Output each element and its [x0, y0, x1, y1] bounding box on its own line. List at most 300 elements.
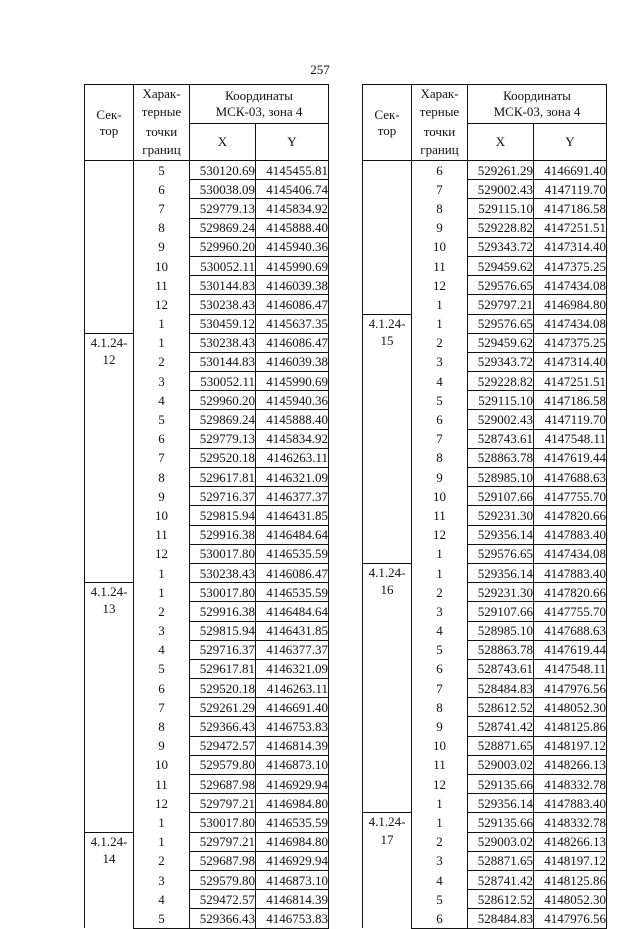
point-cell: 4	[134, 391, 190, 410]
sector-label	[85, 161, 133, 162]
sector-label: 4.1.24-	[368, 814, 406, 830]
x-cell: 530038.09	[190, 180, 256, 199]
y-cell: 4146984.80	[256, 832, 329, 851]
point-cell: 11	[412, 256, 468, 275]
y-cell: 4147251.51	[534, 372, 607, 391]
point-header-line: границ	[142, 141, 181, 157]
point-cell: 1	[134, 314, 190, 333]
y-cell: 4147548.11	[534, 429, 607, 448]
point-cell: 11	[134, 276, 190, 295]
point-cell: 8	[412, 698, 468, 717]
x-cell: 529003.02	[468, 832, 534, 851]
table-row	[363, 161, 607, 180]
x-cell: 529107.66	[468, 487, 534, 506]
y-cell: 4146086.47	[256, 295, 329, 314]
y-cell: 4147883.40	[534, 525, 607, 544]
x-cell: 529960.20	[190, 391, 256, 410]
y-header: Y	[534, 124, 607, 161]
y-cell: 4145990.69	[256, 372, 329, 391]
sector-cell	[363, 314, 412, 563]
x-cell: 529617.81	[190, 468, 256, 487]
y-cell: 4148052.30	[534, 890, 607, 909]
y-cell: 4146263.11	[256, 448, 329, 467]
point-cell: 6	[134, 429, 190, 448]
point-cell: 3	[412, 851, 468, 870]
point-cell: 8	[412, 448, 468, 467]
point-cell: 1	[412, 314, 468, 333]
point-cell: 10	[134, 506, 190, 525]
point-cell: 6	[134, 679, 190, 698]
x-cell: 529366.43	[190, 909, 256, 928]
sector-cell	[363, 813, 412, 928]
point-cell: 1	[134, 832, 190, 851]
x-cell: 530238.43	[190, 563, 256, 582]
y-cell: 4146535.59	[256, 583, 329, 602]
y-cell: 4146431.85	[256, 621, 329, 640]
point-cell: 12	[412, 775, 468, 794]
x-cell: 529356.14	[468, 525, 534, 544]
sector-cell	[85, 832, 134, 928]
point-cell: 7	[134, 698, 190, 717]
point-header-line: границ	[420, 141, 459, 157]
coordinates-table-right	[362, 84, 607, 929]
y-cell: 4145940.36	[256, 391, 329, 410]
x-cell: 528863.78	[468, 448, 534, 467]
x-cell: 529797.21	[190, 832, 256, 851]
y-cell: 4146984.80	[256, 794, 329, 813]
point-cell: 5	[134, 909, 190, 928]
point-header-line: терные	[419, 103, 460, 119]
point-cell: 9	[412, 717, 468, 736]
y-header: Y	[256, 124, 329, 161]
coords-title-header	[468, 85, 607, 124]
y-cell: 4147548.11	[534, 659, 607, 678]
point-cell: 1	[134, 813, 190, 832]
point-cell: 7	[134, 199, 190, 218]
x-cell: 528743.61	[468, 429, 534, 448]
x-cell: 529716.37	[190, 487, 256, 506]
point-cell: 3	[412, 602, 468, 621]
point-cell: 2	[134, 602, 190, 621]
y-cell: 4146377.37	[256, 640, 329, 659]
y-cell: 4148052.30	[534, 698, 607, 717]
x-cell: 528484.83	[468, 909, 534, 928]
coords-title-header	[190, 85, 329, 124]
point-cell: 11	[134, 525, 190, 544]
x-cell: 528743.61	[468, 659, 534, 678]
x-cell: 529356.14	[468, 794, 534, 813]
y-cell: 4145888.40	[256, 218, 329, 237]
y-cell: 4146484.64	[256, 525, 329, 544]
y-cell: 4146039.38	[256, 276, 329, 295]
sector-label: 4.1.24-	[90, 334, 128, 350]
x-cell: 529115.10	[468, 391, 534, 410]
x-header: X	[190, 124, 256, 161]
point-header-line: терные	[141, 103, 182, 119]
y-cell: 4148197.12	[534, 736, 607, 755]
point-cell: 1	[412, 295, 468, 314]
table-body	[85, 161, 329, 929]
point-cell: 6	[412, 909, 468, 928]
x-cell: 530052.11	[190, 372, 256, 391]
y-cell: 4145940.36	[256, 237, 329, 256]
point-header	[134, 85, 190, 161]
point-cell: 5	[134, 410, 190, 429]
y-cell: 4146814.39	[256, 890, 329, 909]
x-header: X	[468, 124, 534, 161]
x-cell: 529579.80	[190, 755, 256, 774]
point-cell: 7	[134, 448, 190, 467]
y-cell: 4148332.78	[534, 775, 607, 794]
coords-title-line: МСК-03, зона 4	[215, 104, 303, 119]
x-cell: 528741.42	[468, 870, 534, 889]
point-cell: 9	[134, 237, 190, 256]
point-cell: 1	[412, 563, 468, 582]
y-cell: 4147314.40	[534, 352, 607, 371]
y-cell: 4146321.09	[256, 468, 329, 487]
y-cell: 4147434.08	[534, 314, 607, 333]
y-cell: 4146753.83	[256, 909, 329, 928]
point-cell: 3	[134, 870, 190, 889]
point-header-line: точки	[423, 123, 456, 139]
point-cell: 10	[134, 256, 190, 275]
sector-label: 16	[380, 582, 394, 598]
sector-label: 17	[380, 831, 394, 847]
point-cell: 6	[134, 180, 190, 199]
table-header	[85, 85, 329, 161]
x-cell: 529002.43	[468, 410, 534, 429]
y-cell: 4147755.70	[534, 602, 607, 621]
point-cell: 4	[412, 870, 468, 889]
x-cell: 530120.69	[190, 161, 256, 180]
x-cell: 529107.66	[468, 602, 534, 621]
x-cell: 529579.80	[190, 870, 256, 889]
point-cell: 8	[134, 468, 190, 487]
point-cell: 9	[134, 736, 190, 755]
x-cell: 529869.24	[190, 410, 256, 429]
table-row	[363, 314, 607, 333]
point-cell: 1	[412, 813, 468, 832]
point-cell: 5	[412, 391, 468, 410]
point-cell: 12	[134, 794, 190, 813]
sector-header-line: тор	[99, 122, 119, 138]
point-cell: 2	[412, 583, 468, 602]
point-cell: 9	[412, 218, 468, 237]
x-cell: 529815.94	[190, 506, 256, 525]
y-cell: 4146431.85	[256, 506, 329, 525]
sector-header-line: Сек-	[96, 106, 122, 122]
point-cell: 12	[412, 525, 468, 544]
y-cell: 4147976.56	[534, 679, 607, 698]
sector-label: 13	[102, 601, 116, 617]
x-cell: 530459.12	[190, 314, 256, 333]
x-cell: 528612.52	[468, 890, 534, 909]
x-cell: 529459.62	[468, 333, 534, 352]
x-cell: 528612.52	[468, 698, 534, 717]
y-cell: 4147755.70	[534, 487, 607, 506]
y-cell: 4146691.40	[534, 161, 607, 180]
x-cell: 529520.18	[190, 448, 256, 467]
x-cell: 529472.57	[190, 736, 256, 755]
sector-cell	[85, 333, 134, 582]
x-cell: 529687.98	[190, 851, 256, 870]
point-cell: 1	[134, 333, 190, 352]
sector-label: 4.1.24-	[90, 584, 128, 600]
sector-cell	[85, 583, 134, 832]
x-cell: 529356.14	[468, 563, 534, 582]
sector-cell	[85, 161, 134, 334]
point-cell: 9	[412, 468, 468, 487]
y-cell: 4147820.66	[534, 506, 607, 525]
sector-label: 15	[380, 332, 394, 348]
table-row	[363, 813, 607, 832]
point-cell: 4	[134, 890, 190, 909]
point-cell: 7	[412, 429, 468, 448]
x-cell: 529002.43	[468, 180, 534, 199]
coords-title-line: Координаты	[225, 88, 293, 104]
y-cell: 4148197.12	[534, 851, 607, 870]
table-row	[85, 583, 329, 602]
sector-header	[363, 85, 412, 161]
x-cell: 529231.30	[468, 506, 534, 525]
x-cell: 528741.42	[468, 717, 534, 736]
y-cell: 4146984.80	[534, 295, 607, 314]
y-cell: 4147375.25	[534, 333, 607, 352]
point-cell: 8	[412, 199, 468, 218]
x-cell: 529343.72	[468, 237, 534, 256]
x-cell: 529797.21	[468, 295, 534, 314]
point-cell: 2	[134, 352, 190, 371]
x-cell: 529916.38	[190, 525, 256, 544]
table-body	[363, 161, 607, 929]
y-cell: 4146321.09	[256, 659, 329, 678]
sector-label: 14	[102, 850, 116, 866]
y-cell: 4147186.58	[534, 391, 607, 410]
x-cell: 529228.82	[468, 372, 534, 391]
y-cell: 4147976.56	[534, 909, 607, 928]
point-cell: 4	[134, 640, 190, 659]
y-cell: 4146873.10	[256, 755, 329, 774]
sector-header	[85, 85, 134, 161]
x-cell: 530238.43	[190, 333, 256, 352]
y-cell: 4146535.59	[256, 813, 329, 832]
point-cell: 5	[134, 161, 190, 180]
sector-label: 4.1.24-	[368, 564, 406, 580]
y-cell: 4145990.69	[256, 256, 329, 275]
x-cell: 529343.72	[468, 352, 534, 371]
y-cell: 4147314.40	[534, 237, 607, 256]
y-cell: 4148266.13	[534, 832, 607, 851]
point-cell: 1	[134, 583, 190, 602]
coords-title-line: МСК-03, зона 4	[493, 104, 581, 119]
y-cell: 4146691.40	[256, 698, 329, 717]
y-cell: 4145455.81	[256, 161, 329, 180]
y-cell: 4147434.08	[534, 276, 607, 295]
point-header-line: Харак-	[420, 85, 459, 101]
point-cell: 8	[134, 717, 190, 736]
y-cell: 4148332.78	[534, 813, 607, 832]
x-cell: 529576.65	[468, 314, 534, 333]
x-cell: 530017.80	[190, 813, 256, 832]
point-cell: 12	[134, 544, 190, 563]
x-cell: 529366.43	[190, 717, 256, 736]
x-cell: 528484.83	[468, 679, 534, 698]
y-cell: 4147883.40	[534, 563, 607, 582]
x-cell: 529779.13	[190, 429, 256, 448]
y-cell: 4147119.70	[534, 410, 607, 429]
point-cell: 1	[134, 563, 190, 582]
y-cell: 4145637.35	[256, 314, 329, 333]
table-row	[85, 832, 329, 851]
y-cell: 4147619.44	[534, 640, 607, 659]
y-cell: 4146535.59	[256, 544, 329, 563]
table-header	[363, 85, 607, 161]
table-row	[85, 161, 329, 180]
point-cell: 2	[412, 832, 468, 851]
point-cell: 7	[412, 679, 468, 698]
x-cell: 530052.11	[190, 256, 256, 275]
x-cell: 530017.80	[190, 544, 256, 563]
point-header-line: Харак-	[142, 85, 181, 101]
x-cell: 529687.98	[190, 775, 256, 794]
x-cell: 530238.43	[190, 295, 256, 314]
x-cell: 529617.81	[190, 659, 256, 678]
point-cell: 2	[412, 333, 468, 352]
point-cell: 2	[134, 851, 190, 870]
x-cell: 528871.65	[468, 851, 534, 870]
point-cell: 6	[412, 161, 468, 180]
sector-header-line: тор	[377, 122, 397, 138]
point-cell: 1	[412, 794, 468, 813]
y-cell: 4146929.94	[256, 851, 329, 870]
sector-cell	[363, 161, 412, 315]
sector-label: 12	[102, 351, 116, 367]
y-cell: 4146039.38	[256, 352, 329, 371]
point-cell: 9	[134, 487, 190, 506]
x-cell: 529003.02	[468, 755, 534, 774]
y-cell: 4146484.64	[256, 602, 329, 621]
x-cell: 529520.18	[190, 679, 256, 698]
y-cell: 4147434.08	[534, 544, 607, 563]
y-cell: 4146086.47	[256, 333, 329, 352]
x-cell: 529472.57	[190, 890, 256, 909]
y-cell: 4148125.86	[534, 870, 607, 889]
point-cell: 6	[412, 410, 468, 429]
point-header-line: точки	[145, 123, 178, 139]
point-cell: 5	[412, 640, 468, 659]
x-cell: 529261.29	[190, 698, 256, 717]
sector-label: 4.1.24-	[90, 833, 128, 849]
point-cell: 11	[412, 755, 468, 774]
y-cell: 4147186.58	[534, 199, 607, 218]
point-cell: 3	[134, 372, 190, 391]
y-cell: 4146263.11	[256, 679, 329, 698]
y-cell: 4146929.94	[256, 775, 329, 794]
x-cell: 529716.37	[190, 640, 256, 659]
y-cell: 4145834.92	[256, 199, 329, 218]
y-cell: 4147688.63	[534, 468, 607, 487]
x-cell: 530144.83	[190, 352, 256, 371]
table-row	[85, 333, 329, 352]
y-cell: 4146814.39	[256, 736, 329, 755]
y-cell: 4148266.13	[534, 755, 607, 774]
point-cell: 10	[412, 736, 468, 755]
x-cell: 529797.21	[190, 794, 256, 813]
x-cell: 530017.80	[190, 583, 256, 602]
point-cell: 8	[134, 218, 190, 237]
x-cell: 529231.30	[468, 583, 534, 602]
y-cell: 4145406.74	[256, 180, 329, 199]
page-number: 257	[310, 62, 330, 77]
point-cell: 10	[134, 755, 190, 774]
x-cell: 530144.83	[190, 276, 256, 295]
sector-cell	[363, 563, 412, 812]
x-cell: 528985.10	[468, 621, 534, 640]
point-cell: 11	[412, 506, 468, 525]
point-cell: 1	[412, 544, 468, 563]
x-cell: 529916.38	[190, 602, 256, 621]
y-cell: 4147119.70	[534, 180, 607, 199]
x-cell: 528871.65	[468, 736, 534, 755]
point-cell: 5	[134, 659, 190, 678]
x-cell: 529135.66	[468, 775, 534, 794]
x-cell: 529115.10	[468, 199, 534, 218]
point-cell: 3	[134, 621, 190, 640]
y-cell: 4146086.47	[256, 563, 329, 582]
y-cell: 4146753.83	[256, 717, 329, 736]
coordinates-table-left	[84, 84, 329, 929]
x-cell: 529815.94	[190, 621, 256, 640]
point-cell: 3	[412, 352, 468, 371]
y-cell: 4147883.40	[534, 794, 607, 813]
y-cell: 4147619.44	[534, 448, 607, 467]
y-cell: 4148125.86	[534, 717, 607, 736]
y-cell: 4147375.25	[534, 256, 607, 275]
coords-title-line: Координаты	[503, 88, 571, 104]
point-cell: 6	[412, 659, 468, 678]
point-cell: 4	[412, 372, 468, 391]
x-cell: 529960.20	[190, 237, 256, 256]
x-cell: 529228.82	[468, 218, 534, 237]
point-cell: 12	[134, 295, 190, 314]
point-cell: 12	[412, 276, 468, 295]
sector-header-line: Сек-	[374, 106, 400, 122]
point-cell: 10	[412, 487, 468, 506]
y-cell: 4147688.63	[534, 621, 607, 640]
y-cell: 4147251.51	[534, 218, 607, 237]
y-cell: 4146873.10	[256, 870, 329, 889]
x-cell: 529779.13	[190, 199, 256, 218]
y-cell: 4145888.40	[256, 410, 329, 429]
table-row	[363, 563, 607, 582]
x-cell: 529459.62	[468, 256, 534, 275]
sector-label: 4.1.24-	[368, 315, 406, 331]
y-cell: 4146377.37	[256, 487, 329, 506]
x-cell: 529135.66	[468, 813, 534, 832]
point-cell: 11	[134, 775, 190, 794]
x-cell: 528985.10	[468, 468, 534, 487]
x-cell: 529261.29	[468, 161, 534, 180]
x-cell: 529576.65	[468, 544, 534, 563]
point-cell: 5	[412, 890, 468, 909]
x-cell: 528863.78	[468, 640, 534, 659]
x-cell: 529576.65	[468, 276, 534, 295]
y-cell: 4145834.92	[256, 429, 329, 448]
point-cell: 10	[412, 237, 468, 256]
point-cell: 4	[412, 621, 468, 640]
y-cell: 4147820.66	[534, 583, 607, 602]
sector-label	[363, 161, 411, 162]
